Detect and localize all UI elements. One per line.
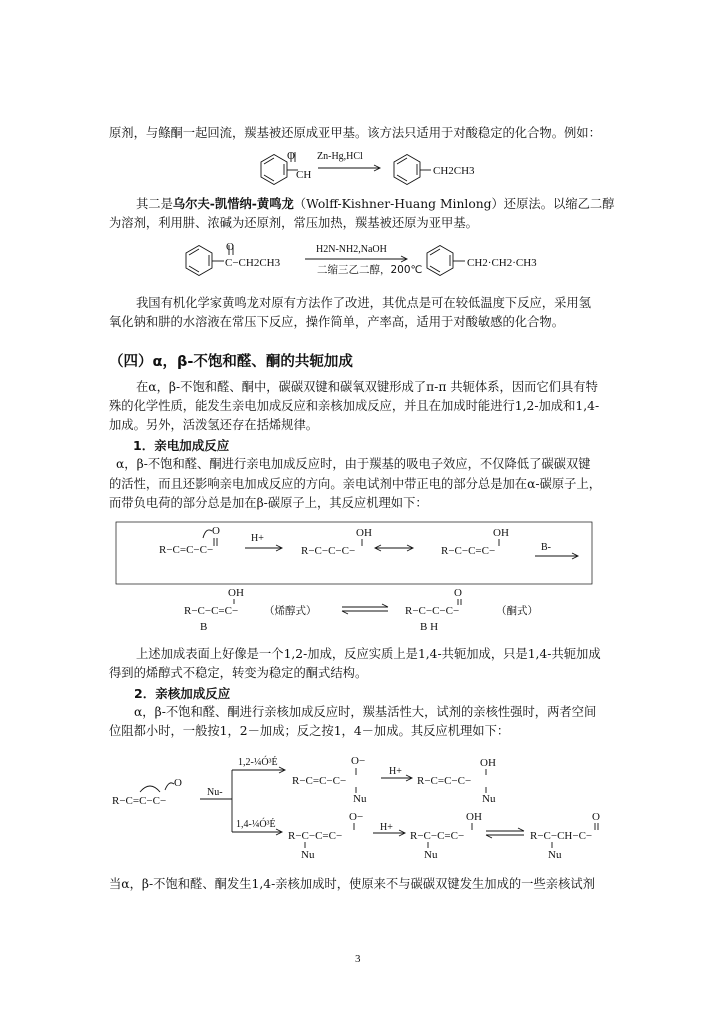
m2-hplus-b: H+ — [380, 822, 393, 833]
para-nucleophilic: α，β-不饱和醛、酮进行亲核加成反应时，羰基活性大，试剂的亲核性强时，两者空间 — [134, 705, 597, 719]
m1-hplus: H+ — [251, 533, 264, 544]
wk-post: （Wolff-Kishner-Huang Minlong）还原法。以缩乙二醇 — [293, 197, 615, 211]
eq2-oxygen: O — [226, 241, 234, 253]
para-14-addition: 当α，β-不饱和醛、酮发生1,4-亲核加成时，使原来不与碳碳双键发生加成的一些亲核试剂 — [109, 877, 595, 891]
m2-nu-a1: Nu — [353, 793, 367, 805]
para-electrophilic-3: 而带负电荷的部分总是加在β-碳原子上，其反应机理如下： — [109, 496, 428, 510]
m1-r2: R−C−C−C− — [301, 545, 356, 557]
para-conjugation: 在α，β-不饱和醛、酮中，碳碳双键和碳氧双键形成了π-π 共轭体系，因而它们具有特 — [136, 380, 598, 394]
equation-wolff-kishner — [0, 240, 724, 280]
eq2-chain: C−CH2CH3 — [225, 257, 281, 269]
eq1-oxygen: O — [287, 150, 295, 162]
wk-pre: 其二是 — [136, 197, 173, 211]
m1-o1: O — [212, 525, 220, 537]
m1-r3: R−C−C=C− — [441, 545, 496, 557]
m1-oh1: OH — [356, 527, 372, 539]
para-conjugation-3: 加成。另外，活泼氢还存在括烯规律。 — [109, 418, 319, 432]
benzene-ring-icon — [261, 155, 287, 185]
para-wolff-kishner — [136, 196, 619, 212]
section-heading-4: （四）α，β-不饱和醛、酮的共轭加成 — [109, 354, 353, 370]
m2-nu-a2: Nu — [482, 793, 496, 805]
curved-arrow-icon — [165, 783, 174, 790]
m2-path14: 1,4-¼Ó³É — [236, 819, 276, 830]
eq1-product: CH2CH3 — [433, 165, 475, 177]
m2-nu-minus: Nu- — [207, 787, 223, 798]
eq1-ch: CH — [296, 169, 312, 181]
m2-nu-b3: Nu — [548, 849, 562, 861]
m2-start-o: O — [174, 777, 182, 789]
eq2-product: CH2·CH2·CH3 — [467, 257, 537, 269]
subheading-nucleophilic: 2．亲核加成反应 — [134, 686, 231, 701]
m2-b2: R−C−C=C− — [410, 830, 465, 842]
para-conjugation-2: 殊的化学性质，能发生亲电加成反应和亲核加成反应，并且在加成时能进行1,2-加成和1,4- — [109, 399, 600, 413]
m2-start: R−C=C−C− — [112, 795, 167, 807]
m2-o-keto: O — [592, 811, 600, 823]
m2-a2: R−C=C−C− — [417, 775, 472, 787]
m2-o-minus: O− — [351, 755, 366, 767]
m1-b: B — [200, 621, 208, 633]
wk-name: 乌尔夫-凯惜纳-黄鸣龙 — [172, 197, 294, 211]
m2-b1: R−C−C=C− — [288, 830, 343, 842]
para-clemmensen-end: 原剂，与鲦酮一起回流，羰基被还原成亚甲基。该方法只适用于对酸稳定的化合物。例如： — [109, 126, 601, 140]
para-huang-improve-2: 氧化钠和肼的水溶液在常压下反应，操作简单，产率高，适用于对酸敏感的化合物。 — [109, 315, 564, 329]
m2-a1: R−C=C−C− — [292, 775, 347, 787]
mechanism-nucleophilic — [0, 748, 724, 873]
para-conjugate-note-2: 得到的烯醇式不稳定，转变为稳定的酮式结构。 — [109, 666, 368, 680]
m2-o-minus-b: O− — [349, 811, 364, 823]
eq1-reagent: Zn-Hg,HCl — [317, 151, 363, 162]
para-nucleophilic-2: 位阻都小时，一般按1，2－加成；反之按1，4－加成。其反应机理如下： — [109, 724, 510, 738]
m1-bminus: B- — [541, 542, 551, 553]
mechanism-electrophilic — [0, 518, 724, 638]
m2-hplus-a: H+ — [389, 766, 402, 777]
eq2-reagent-top: H2N-NH2,NaOH — [316, 244, 387, 255]
para-huang-improve: 我国有机化学家黄鸣龙对原有方法作了改进，其优点是可在较低温度下反应，采用氢 — [136, 296, 591, 310]
curved-arrow-icon — [140, 786, 160, 792]
m2-oh-a: OH — [480, 757, 496, 769]
m1-r1: R−C=C−C− — [159, 544, 214, 556]
m1-enol-chain: R−C−C=C− — [184, 605, 239, 617]
benzene-ring-icon — [186, 246, 212, 276]
m1-o2: O — [454, 587, 462, 599]
m1-oh3: OH — [228, 587, 244, 599]
para-electrophilic: α，β-不饱和醛、酮进行亲电加成反应时，由于羰基的吸电子效应，不仅降低了碳碳双键 — [116, 457, 591, 471]
m1-bh: B H — [420, 621, 439, 633]
m1-enol-label: （烯醇式） — [264, 605, 317, 617]
m2-path12: 1,2-¼Ó³É — [238, 757, 278, 768]
subheading-electrophilic: 1．亲电加成反应 — [133, 438, 230, 453]
page-number: 3 — [355, 953, 361, 965]
para-electrophilic-2: 的活性，而且还影响亲电加成反应的方向。亲电试剂中带正电的部分总是加在α-碳原子上， — [109, 477, 602, 491]
m2-b3: R−C−CH−C− — [530, 830, 593, 842]
para-wk-line2: 为溶剂，利用肼、浓碱为还原剂，常压加热，羰基被还原为亚甲基。 — [109, 216, 478, 230]
curved-arrow-icon — [203, 530, 212, 538]
benzene-ring-icon — [394, 155, 420, 185]
m2-nu-b1: Nu — [301, 849, 315, 861]
eq2-reagent-bottom: 二缩三乙二醇，200℃ — [317, 264, 423, 276]
m2-oh-b: OH — [466, 811, 482, 823]
m1-oh2: OH — [493, 527, 509, 539]
para-conjugate-note: 上述加成表面上好像是一个1,2-加成，反应实质上是1,4-共轭加成，只是1,4-共轭加成 — [136, 647, 601, 661]
m1-keto-label: （酮式） — [496, 605, 538, 617]
benzene-ring-icon — [427, 246, 453, 276]
equation-clemmensen — [0, 150, 724, 190]
m2-nu-b2: Nu — [424, 849, 438, 861]
m1-keto-chain: R−C−C−C− — [405, 605, 460, 617]
